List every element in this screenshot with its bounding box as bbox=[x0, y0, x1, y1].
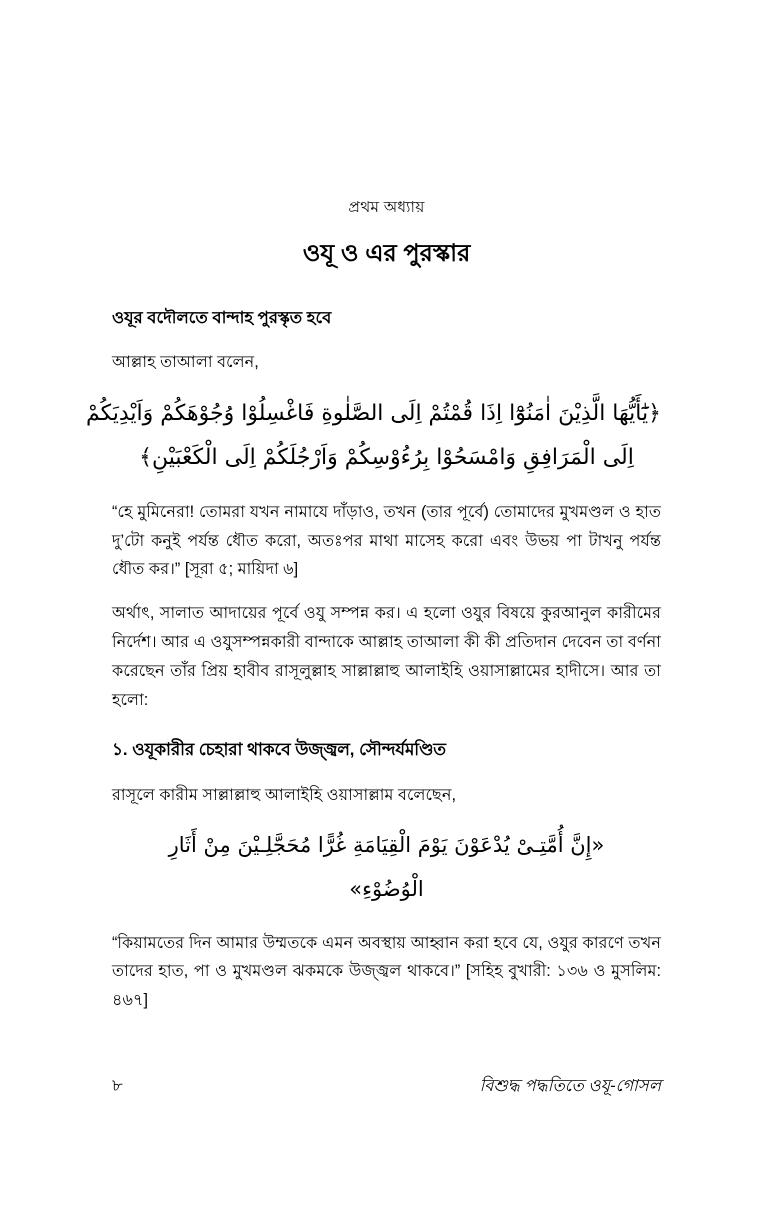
running-title: বিশুদ্ধ পদ্ধতিতে ওযূ-গোসল bbox=[479, 1077, 661, 1095]
ayah-translation: “হে মুমিনেরা! তোমরা যখন নামাযে দাঁড়াও, তখন (তার পূর্বে) তোমাদের মুখমণ্ডল ও হাত দু’টো কনুই পর্যন্ত ধৌত করো, অতঃপর মাথা মাসেহ করো এবং উভয় পা টাখনু পর্যন্ত ধৌত কর।” [সূরা ৫; মায়িদা ৬] bbox=[112, 502, 661, 579]
page-footer bbox=[112, 1073, 661, 1100]
hadith-arabic bbox=[112, 824, 661, 910]
quran-ayah bbox=[85, 392, 661, 480]
point-1-intro: রাসূলে কারীম সাল্লাল্লাহু আলাইহি ওয়াসাল্লাম বলেছেন, bbox=[112, 785, 456, 804]
ayah-line-1: ﴿يَٰٓأَيُّهَا الَّذِيْنَ اٰمَنُوْٓا اِذَا قُمْتُمْ اِلَى الصَّلٰوةِ فَاغْسِلُوْا وُجُوْهَكُمْ وَاَيْدِيَكُمْ bbox=[85, 400, 661, 426]
hadith-line-1: «إِنَّ أُمَّتِـىْ يُدْعَوْنَ يَوْمَ الْقِيَامَةِ غُرًّا مُحَجَّلِـيْنَ مِنْ أَثَارِ bbox=[168, 833, 605, 858]
section-heading: ওযূর বদৌলতে বান্দাহ পুরস্কৃত হবে bbox=[112, 309, 332, 327]
ayah-line-2: اِلَى الْمَرَافِقِ وَامْسَحُوْا بِرُءُوْسِكُمْ وَاَرْجُلَكُمْ اِلَى الْكَعْبَيْنِ﴾ bbox=[139, 444, 634, 470]
point-1-heading: ১. ওযূকারীর চেহারা থাকবে উজ্জ্বল, সৌন্দর্যমণ্ডিত bbox=[112, 739, 446, 759]
explanation-paragraph: অর্থাৎ, সালাত আদায়ের পূর্বে ওযু সম্পন্ন কর। এ হলো ওযুর বিষয়ে কুরআনুল কারীমের নির্দেশ। আর এ ওযুসম্পন্নকারী বান্দাকে আল্লাহ তাআলা কী কী প্রতিদান দেবেন তা বর্ণনা করেছেন তাঁর প্রিয় হাবীব রাসূলুল্লাহ সাল্লাল্লাহু আলাইহি ওয়াসাল্লামের হাদীসে। আর তা হলো: bbox=[112, 604, 661, 709]
chapter-label: প্রথম অধ্যায় bbox=[348, 199, 425, 216]
hadith-line-2: الْوُضُوْءِ» bbox=[349, 876, 424, 901]
page-number: ৮ bbox=[112, 1077, 123, 1095]
hadith-translation: “কিয়ামতের দিন আমার উম্মতকে এমন অবস্থায় আহ্বান করা হবে যে, ওযুর কারণে তখন তাদের হাত, পা ও মুখমণ্ডল ঝকমকে উজ্জ্বল থাকবে।” [সহিহ বুখারী: ১৩৬ ও মুসলিম: ৪৬৭] bbox=[112, 933, 662, 1010]
intro-line: আল্লাহ তাআলা বলেন, bbox=[112, 353, 259, 371]
page-title: ওযূ ও এর পুরস্কার bbox=[302, 240, 471, 267]
